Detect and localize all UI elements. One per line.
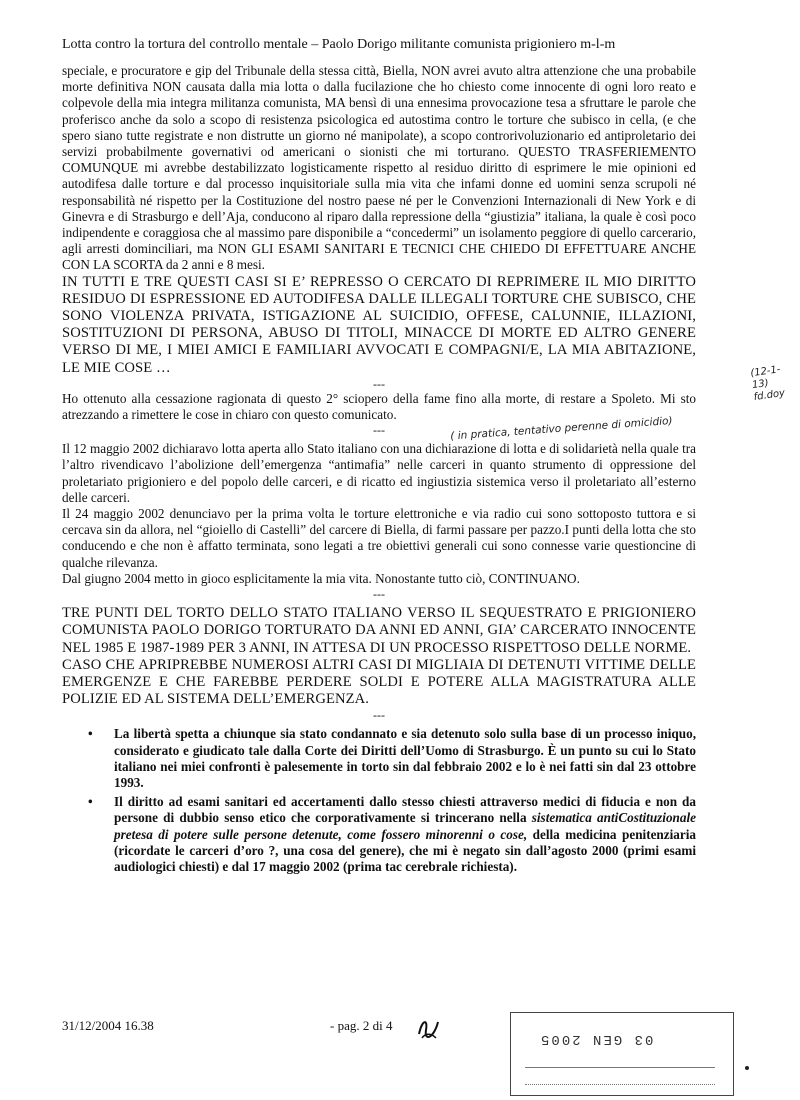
paragraph-4: Il 12 maggio 2002 dichiaravo lotta aperta allo Stato italiano con una dichiarazione di lotta e di solidarietà nella quale tra l’altro rivendicavo l’abolizione dell’emergenza “antimafia” nelle carceri in quanto strumento di oppressione del proletariato prigioniero e del popolo delle carceri, e di ricatto ed ingiustizia sistemica verso il proletariato all’esterno delle carceri. [62, 441, 696, 505]
bullet-marker: • [88, 794, 93, 810]
page-header: Lotta contro la tortura del controllo mentale – Paolo Dorigo militante comunista prigioniero m-l-m [62, 37, 616, 52]
received-stamp [510, 1012, 734, 1096]
separator-2: --- [373, 423, 385, 438]
paragraph-3: Ho ottenuto alla cessazione ragionata di questo 2° sciopero della fame fino alla morte, di restare a Spoleto. Mi sto atrezzando a rimettere le cose in chiaro con questo comunicato. [62, 390, 696, 423]
bullet-marker: • [88, 726, 93, 742]
separator-3: --- [373, 587, 385, 602]
bullet-2-text-part1: Il diritto ad esami sanitari ed accertamenti dallo stesso chiesti attraverso medici di fiducia e non da persone di dubbio senso etico che corporativamente si trincerano nella [114, 794, 696, 826]
paragraph-5: Il 24 maggio 2002 denunciavo per la prima volta le torture elettroniche e via radio cui sono sottoposto tuttora e si cercava sin da allora, nel “gioiello di Castelli” del carcere di Biella, di farmi passare per pazzo.I punti della lotta che sto conducendo e che non è affatto terminata, sono legati a tre obiettivi generali cui sono connesse varie questioncine di qualche rilevanza. [62, 506, 696, 570]
stamp-date: 03 GEN 2005 [539, 1031, 654, 1047]
paragraph-2-caps: IN TUTTI E TRE QUESTI CASI SI E’ REPRESSO O CERCATO DI REPRIMERE IL MIO DIRITTO RESIDUO DI ESPRESSIONE ED AUTODIFESA DALLE ILLEGALI TORTURE CHE SUBISCO, CHE SONO VIOLENZA PRIVATA, ISTIGAZIONE AL SUICIDIO, OFFESE, CALUNNIE, ILLAZIONI, SOSTITUZIONI DI PERSONA, ABUSO DI TITOLI, MINACCE DI MORTE ED ALTRO GENERE VERSO DI ME, I MIEI AMICI E FAMILIARI AVVOCATI E COMPAGNI/E, LA MIA ABITAZIONE, LE MIE COSE … [62, 273, 696, 376]
bullet-item-2 [62, 794, 696, 875]
bullet-2-text-italic: sistematica antiCostituzionale pretesa di potere sulle persone detenute, come fossero minorenni o cose, [114, 810, 696, 842]
scan-speck [745, 1066, 749, 1070]
footer-date: 31/12/2004 16.38 [62, 1018, 154, 1033]
paragraph-6: Dal giugno 2004 metto in gioco esplicitamente la mia vita. Nonostante tutto ciò, CONTINUANO. [62, 570, 580, 586]
stamp-lines [525, 1067, 715, 1085]
bullet-1-text: La libertà spetta a chiunque sia stato condannato e sia detenuto solo sulla base di un processo iniquo, considerato e giudicato tale dalla Corte dei Diritti dell’Uomo di Strasburgo. È un punto su cui lo Stato italiano nei miei confronti è palesemente in torto sin dal febbraio 2002 e lo è nei fatti sin dal 23 ottobre 1993. [114, 726, 696, 790]
separator-1: --- [373, 376, 385, 391]
paragraph-8-caps: CASO CHE APRIPREBBE NUMEROSI ALTRI CASI DI MIGLIAIA DI DETENUTI VITTIME DELLE EMERGENZE E CHE FAREBBE PERDERE SOLDI E POTERE ALLA MAGISTRATURA ALLE POLIZIE ED AL SISTEMA DELL’EMERGENZA. [62, 656, 696, 708]
signature-scribble-icon [416, 1012, 442, 1042]
bullet-list [62, 726, 696, 875]
bullet-item-1 [62, 726, 696, 791]
handwritten-note: ( in pratica, tentativo perenne di omicidio) [449, 414, 673, 443]
paragraph-7-caps: TRE PUNTI DEL TORTO DELLO STATO ITALIANO VERSO IL SEQUESTRATO E PRIGIONIERO COMUNISTA PAOLO DORIGO TORTURATO DA ANNI ED ANNI, GIA’ CARCERATO INNOCENTE NEL 1985 E 1987-1989 PER 3 ANNI, IN ATTESA DI UN PROCESSO RISPETTOSO DELLE NORME. [62, 605, 696, 656]
body-text [62, 63, 696, 878]
paragraph-1: speciale, e procuratore e gip del Tribunale della stessa città, Biella, NON avrei avuto altra attenzione che una probabile morte definitiva NON causata dalla mia lotta o dalla fucilazione che ho chiesto come innocente di ogni loro reato e colpevole della mia integra militanza comunista, MA bensì di una ennesima provocazione tesa a sfruttare le parole che proferisco anche da solo a scopo di resistenza psicologica ed autostima contro le torture che subisco in cella, (e che spero siano tutte registrate e non distrutte un giorno né manipolate), a scopo controrivoluzionario ed antiproletario dei servizi probabilmente governativi od americani o sionisti che mi torturano. QUESTO TRASFERIEMENTO COMUNQUE mi avrebbe destabilizzato logisticamente rispetto al residuo diritto di esprimere le mie opinioni ed autodifesa dalle torture e dal processo inquisitoriale sulla mia vita che infami donne ed uomini senza scrupoli né responsabilità né rispetto per la Costituzione del nostro paese né per le Convenzioni Internazionali di New York e di Ginevra e di Strasburgo e dell’Aja, conducono al riparo dalla repressione della “giustizia” italiana, la quale è così poco indipendente e coraggiosa che al massimo pare disponibile a “concedermi” un isolamento peggiore di quello carcerario, agli arresti dominciliari, ma NON GLI ESAMI SANITARI E TECNICI CHE CHIEDO DI EFFETTUARE ANCHE CON LA SCORTA da 2 anni e 8 mesi. [62, 63, 696, 273]
footer-page-number: - pag. 2 di 4 [330, 1018, 393, 1033]
handwritten-margin-note: (12-1-13) fd.doy [749, 364, 786, 404]
bullet-2-text-part2: della medicina penitenziaria (ricordate le carceri d’oro ?, una cosa del genere), che mi è negato sin dall’agosto 2000 (primi esami audiologici chiesti) e dal 17 maggio 2002 (prima tac cerebrale richiesta). [114, 826, 696, 874]
separator-4: --- [373, 708, 385, 723]
